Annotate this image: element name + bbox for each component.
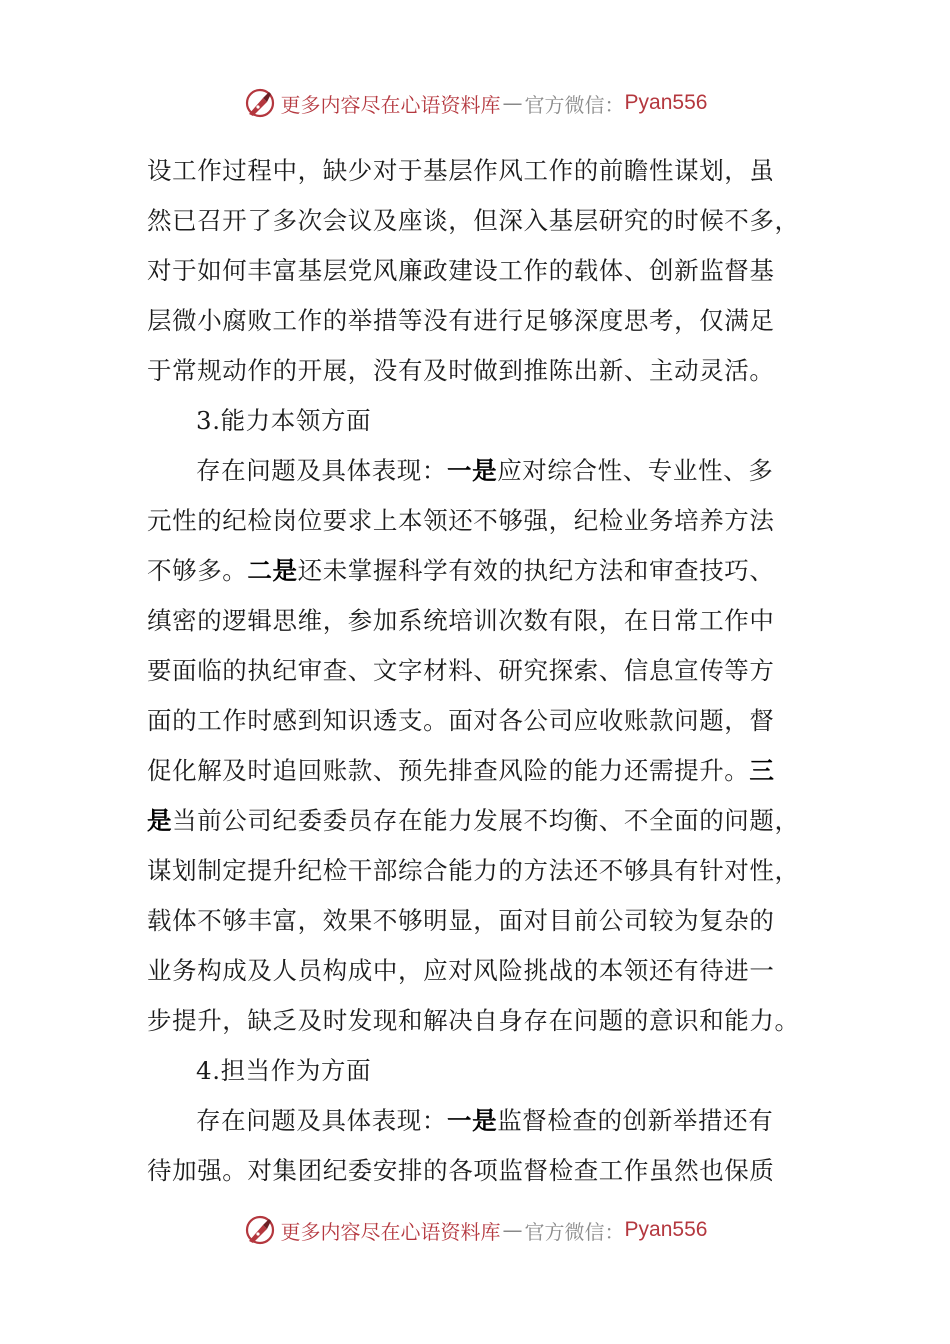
- banner-brand-text: 更多内容尽在心语资料库: [280, 1219, 501, 1244]
- bold-marker: 一是: [447, 456, 498, 485]
- text-segment: 载体不够丰富，效果不够明显，面对目前公司较为复杂的: [147, 906, 775, 935]
- text-segment: 业务构成及人员构成中，应对风险挑战的本领还有待进一: [147, 956, 775, 985]
- text-line: [147, 696, 807, 746]
- bold-marker: 一是: [447, 1106, 498, 1135]
- text-segment: 对于如何丰富基层党风廉政建设工作的载体、创新监督基: [147, 256, 775, 285]
- banner-wechat-label: 官方微信：: [524, 92, 625, 117]
- banner-dash: —: [502, 91, 523, 115]
- text-line: [147, 246, 807, 296]
- text-segment: 设工作过程中，缺少对于基层作风工作的前瞻性谋划，虽: [147, 156, 775, 185]
- text-segment: 不够多。: [147, 556, 248, 585]
- text-line: [147, 596, 807, 646]
- text-line: [147, 946, 807, 996]
- text-segment: 面的工作时感到知识透支。面对各公司应收账款问题，督: [147, 706, 775, 735]
- text-line: [147, 646, 807, 696]
- text-segment: 4.担当作为方面: [196, 1056, 372, 1085]
- banner-wechat-id: Pyan556: [624, 91, 708, 114]
- document-body: [147, 146, 807, 1196]
- text-segment: 于常规动作的开展，没有及时做到推陈出新、主动灵活。: [147, 356, 775, 385]
- text-segment: 存在问题及具体表现：: [196, 1106, 447, 1135]
- pen-nib-icon: [243, 1213, 277, 1247]
- text-segment: 层微小腐败工作的举措等没有进行足够深度思考，仅满足: [147, 306, 775, 335]
- text-segment: 促化解及时追回账款、预先排查风险的能力还需提升。: [147, 756, 750, 785]
- text-segment: 缜密的逻辑思维，参加系统培训次数有限，在日常工作中: [147, 606, 775, 635]
- text-line: [147, 146, 807, 196]
- text-segment: 应对综合性、专业性、多: [497, 456, 774, 485]
- text-line: [147, 1046, 807, 1096]
- footer-banner: [0, 1210, 950, 1250]
- pen-nib-icon: [243, 86, 277, 120]
- text-segment: 要面临的执纪审查、文字材料、研究探索、信息宣传等方: [147, 656, 775, 685]
- text-line: [147, 346, 807, 396]
- text-line: [147, 1096, 807, 1146]
- text-segment: 然已召开了多次会议及座谈，但深入基层研究的时候不多，: [147, 206, 800, 235]
- text-segment: 3.能力本领方面: [196, 406, 372, 435]
- text-segment: 步提升，缺乏及时发现和解决自身存在问题的意识和能力。: [147, 1006, 800, 1035]
- banner-brand-text: 更多内容尽在心语资料库: [280, 92, 501, 117]
- bold-marker: 二是: [247, 556, 298, 585]
- text-segment: 还未掌握科学有效的执纪方法和审查技巧、: [297, 556, 775, 585]
- header-banner: [0, 83, 950, 123]
- text-segment: 元性的纪检岗位要求上本领还不够强，纪检业务培养方法: [147, 506, 775, 535]
- text-segment: 谋划制定提升纪检干部综合能力的方法还不够具有针对性，: [147, 856, 800, 885]
- text-line: [147, 196, 807, 246]
- bold-marker: 三: [749, 756, 775, 785]
- text-line: [147, 846, 807, 896]
- text-line: [147, 746, 807, 796]
- banner-wechat-id: Pyan556: [624, 1218, 708, 1241]
- text-line: [147, 396, 807, 446]
- text-line: [147, 996, 807, 1046]
- text-line: [147, 1146, 807, 1196]
- text-segment: 监督检查的创新举措还有: [497, 1106, 774, 1135]
- banner-dash: —: [502, 1218, 523, 1242]
- text-segment: 当前公司纪委委员存在能力发展不均衡、不全面的问题，: [172, 806, 800, 835]
- text-line: [147, 446, 807, 496]
- text-line: [147, 896, 807, 946]
- text-line: [147, 796, 807, 846]
- bold-marker: 是: [147, 806, 173, 835]
- banner-wechat-label: 官方微信：: [524, 1219, 625, 1244]
- text-line: [147, 496, 807, 546]
- text-segment: 存在问题及具体表现：: [196, 456, 447, 485]
- text-line: [147, 546, 807, 596]
- text-line: [147, 296, 807, 346]
- text-segment: 待加强。对集团纪委安排的各项监督检查工作虽然也保质: [147, 1156, 775, 1185]
